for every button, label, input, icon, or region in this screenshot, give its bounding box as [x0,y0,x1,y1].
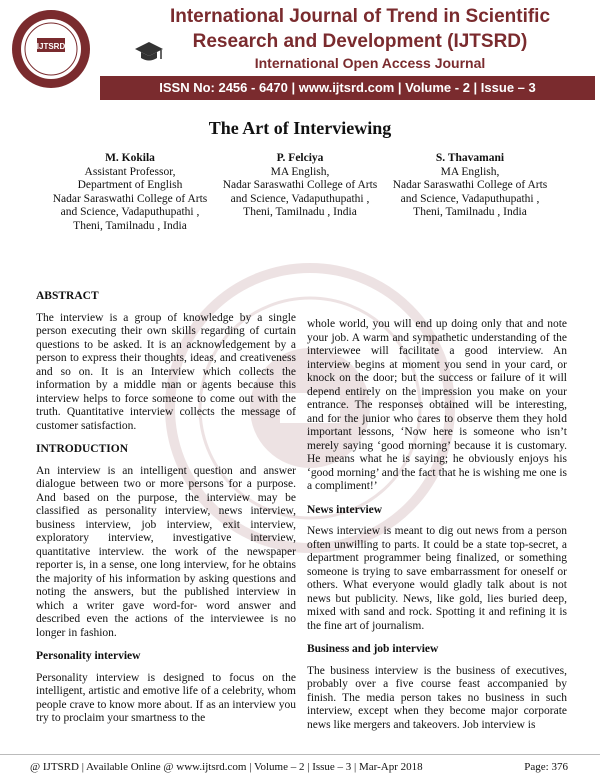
page-number: Page: 376 [524,761,568,773]
author-affiliation-line: Department of English [77,179,183,191]
author-name: M. Kokila [105,152,155,164]
paper-title: The Art of Interviewing [208,118,392,138]
author-affiliation-line: Theni, Tamilnadu , India [243,206,357,218]
introduction-text: An interview is an intelligent question and answer dialogue between two or more persons for a purpose. And based on the purpose, the interview may be classified as personality interview, news interview, business interview, job interview, exit interview, exploratory interview, investigative interview, quantitative interview. the work of the newspaper reporter is, in a sense, one long interview, for he obtains the majority of his information by asking questions and noting the answers, but the published interview in which a writer gave word-for- word answer and described even the actions of the interviewee is no longer in fashion. [36,464,296,639]
logo-text: IJTSRD [36,42,66,51]
journal-masthead [0,0,600,100]
author-affiliation-line: Theni, Tamilnadu , India [73,219,187,232]
author-affiliation-line: MA English, [440,165,500,178]
personality-interview-heading: Personality interview [36,650,141,662]
author-affiliation-line: and Science, Vadaputhupathi , [400,192,540,205]
author-affiliation-line: MA English, [270,165,330,178]
footer-citation: @ IJTSRD | Available Online @ www.ijtsrd.com | Volume – 2 | Issue – 3 | Mar-Apr 2018 [30,761,423,773]
issn-bar: ISSN No: 2456 - 6470 | www.ijtsrd.com | Volume - 2 | Issue – 3 [100,76,595,100]
right-column [307,318,567,742]
journal-name-line2: Research and Development (IJTSRD) [192,31,528,52]
introduction-heading: INTRODUCTION [36,443,129,455]
author-name: P. Felciya [276,152,324,164]
business-interview-heading: Business and job interview [307,643,439,655]
news-interview-heading: News interview [307,503,383,516]
author-affiliation-line: Theni, Tamilnadu , India [413,206,527,218]
left-column [36,290,296,736]
author-affiliation-line: Nadar Saraswathi College of Arts [52,192,208,205]
journal-name-line1: International Journal of Trend in Scientific [169,6,551,27]
continued-paragraph: whole world, you will end up doing only that and note your job. A warm and sympathetic understanding of the interviewee will facilitate a good interview. An interview begins at moment you send in your card, or knock on the door; but the success or failure of it will depend entirely on the impression you make on your entrance. The responses obtained will be interesting, and for the junior who cares to observe them they hold important lessons, ‘Now here is someone who isn’t merely saying ‘good morning’ because it is customary. He means what he is saying; he obviously enjoys his ‘good morning’ and the fact that he is wishing me one is a compliment!’ [307,318,567,492]
author-affiliation-line: Assistant Professor, [84,165,176,178]
author-affiliation-line: Nadar Saraswathi College of Arts [392,179,548,191]
author-affiliation-line: and Science, Vadaputhupathi , [230,192,370,205]
business-interview-text: The business interview is the business of executives, probably over a five course feast accompanied by finish. The media person takes no business in such interview, except when they become major corporate news like mergers and takeovers. Job interview is [307,664,567,731]
abstract-text: The interview is a group of knowledge by a single person executing their own skills regarding of curtain questions to be asked. It is an acknowledgement by a person to express their thoughts, ideas, and creativeness and so on. It is an Interview which collects the information by a middle man or agents because this interview helps to force someone to come out with the truth. Quantitative interview collects the message of customer satisfaction. [36,311,296,432]
author-block-3 [370,152,570,220]
page-footer [0,754,600,777]
author-affiliation-line: Nadar Saraswathi College of Arts [222,179,378,191]
news-interview-text: News interview is meant to dig out news from a person often unwilling to parts. It could be a state top-secret, a department programmer being finalized, or something someone is trying to save embarrassment for oneself or others. What everyone would gladly talk about is not news but publicity. News, like gold, lies buried deep, mixed with sand and rock. Spotting it and refining it is the fine art of journalism. [307,525,567,632]
journal-logo-icon [10,8,92,90]
personality-interview-text: Personality interview is designed to focus on the intelligent, artistic and emotive life of a celebrity, whom people crave to know more about. If as an interview you try to proclaim your smartness to the [36,671,296,724]
author-affiliation-line: and Science, Vadaputhupathi , [60,206,200,218]
abstract-heading: ABSTRACT [36,290,99,302]
author-name: S. Thavamani [435,152,505,164]
open-access-label: International Open Access Journal [254,55,486,71]
